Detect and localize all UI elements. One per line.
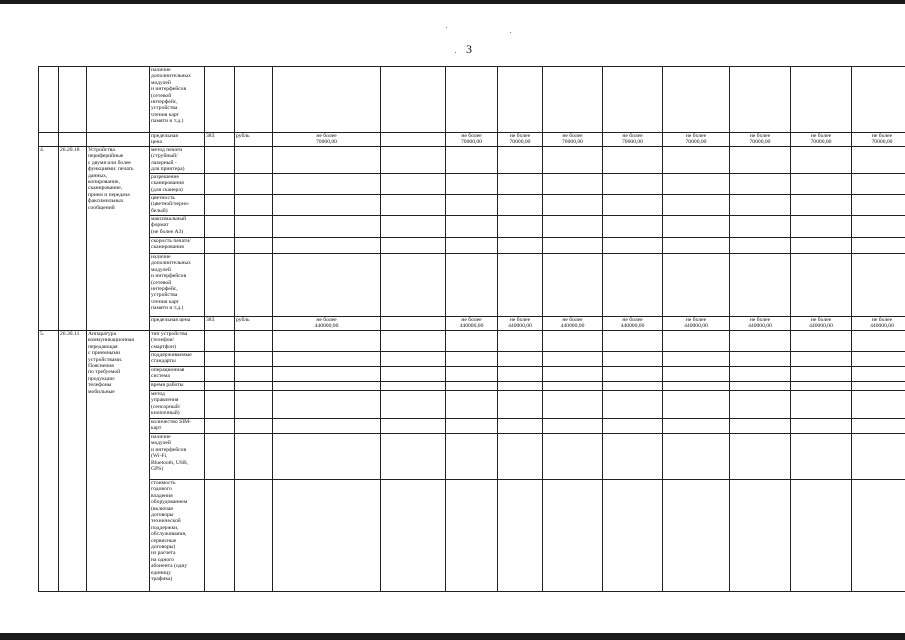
characteristic-cell: наличие модулей и интерфейсов (Wi-Fi, Bluetooth, USB, GPS) [150,434,205,480]
cell [498,352,543,367]
cell [205,331,235,352]
characteristic-cell: цветность (цветной/черно- белый) [150,195,205,216]
cell [852,331,905,352]
cell [205,352,235,367]
cell [273,434,381,480]
price-value: не более 70000,00 [603,133,663,147]
cell [603,195,663,216]
table-row [39,331,905,352]
cell [543,254,603,317]
item-number: 4. [39,147,59,331]
cell [730,352,791,367]
table-row [39,147,905,174]
cell [273,331,381,352]
cell [663,391,730,419]
price-value: не более 70000,00 [543,133,603,147]
cell [852,67,905,133]
cell [205,238,235,254]
cell [852,391,905,419]
cell [235,391,273,419]
cell [791,367,852,382]
cell [543,352,603,367]
cell [791,434,852,480]
cell [381,147,446,174]
cell [543,67,603,133]
cell [381,331,446,352]
cell [730,216,791,238]
cell [543,434,603,480]
cell [235,238,273,254]
cell [730,382,791,391]
unit-name: рубль [235,133,273,147]
cell [852,216,905,238]
cell [791,331,852,352]
cell [235,382,273,391]
cell [498,382,543,391]
cell [603,254,663,317]
cell [59,67,87,133]
cell [446,67,498,133]
table-row [39,254,905,317]
cell [381,195,446,216]
cell [543,238,603,254]
scan-speck [446,27,447,28]
requirements-table [38,66,905,592]
cell [791,147,852,174]
cell [603,216,663,238]
cell [663,174,730,195]
cell [603,391,663,419]
cell [603,367,663,382]
cell [273,147,381,174]
cell [446,352,498,367]
cell [381,480,446,592]
table-row [39,216,905,238]
cell [498,391,543,419]
cell [205,174,235,195]
price-value: не более 440000,00 [273,317,381,331]
characteristic-cell: скорость печати/ сканирования [150,238,205,254]
cell [603,352,663,367]
cell [87,67,150,133]
cell [663,480,730,592]
cell [381,382,446,391]
cell [543,331,603,352]
cell [730,67,791,133]
cell [381,419,446,434]
cell [205,434,235,480]
page-number: 3 [466,42,472,56]
cell [730,419,791,434]
price-value: не более 70000,00 [663,133,730,147]
characteristic-cell: поддерживаемые стандарты [150,352,205,367]
cell [235,195,273,216]
cell [603,480,663,592]
okpd-code: 26.30.11 [59,331,87,592]
cell [852,419,905,434]
cell [381,352,446,367]
cell [498,419,543,434]
cell [446,195,498,216]
cell [663,195,730,216]
cell [730,391,791,419]
cell [663,382,730,391]
cell [543,216,603,238]
cell [730,195,791,216]
cell [381,238,446,254]
cell [852,480,905,592]
price-value: не более 440000,00 [603,317,663,331]
price-value: не более 440000,00 [446,317,498,331]
price-value: не более 70000,00 [273,133,381,147]
cell [235,419,273,434]
characteristic-cell: стоимость годового владения оборудованием (включая договоры технической поддержки, обслуживания, сервисные договоры) из расчета на одного абонента (одну единицу трафика) [150,480,205,592]
cell [791,254,852,317]
characteristic-cell: тип устройства (телефон/ смартфон) [150,331,205,352]
cell [446,434,498,480]
cell [791,419,852,434]
cell [235,67,273,133]
cell [791,195,852,216]
unit-code: 383 [205,317,235,331]
scan-top-edge [0,0,905,4]
price-value: не более 440000,00 [852,317,905,331]
cell [791,480,852,592]
cell [205,480,235,592]
cell [273,216,381,238]
cell [663,367,730,382]
cell [543,195,603,216]
cell [498,174,543,195]
table-row [39,434,905,480]
scan-speck [455,52,456,53]
price-value: не более 70000,00 [730,133,791,147]
cell [852,195,905,216]
cell [205,147,235,174]
characteristic-cell: метод печати (струйный/ лазерный - для принтера) [150,147,205,174]
cell [381,174,446,195]
cell [852,382,905,391]
cell [791,352,852,367]
cell [381,254,446,317]
cell [603,382,663,391]
characteristic-cell: время работы [150,382,205,391]
cell [273,195,381,216]
cell [446,254,498,317]
cell [498,195,543,216]
cell [543,391,603,419]
cell [235,434,273,480]
characteristic-cell: наличие дополнительных модулей и интерфейсов (сетевой интерфейс, устройства чтения карт памяти и т.д.) [150,67,205,133]
characteristic-cell: разрешение сканирования (для сканера) [150,174,205,195]
cell [446,216,498,238]
cell [205,195,235,216]
cell [852,147,905,174]
cell [446,367,498,382]
cell [235,254,273,317]
cell [381,434,446,480]
table-row [39,67,905,133]
cell [235,480,273,592]
cell [446,382,498,391]
cell [205,67,235,133]
cell [852,434,905,480]
characteristic-cell: количество SIM- карт [150,419,205,434]
cell [39,133,59,147]
okpd-code: 26.20.18 [59,147,87,331]
price-value: не более 70000,00 [852,133,905,147]
characteristic-cell: метод управления (сенсорный/ кнопочный) [150,391,205,419]
price-label: предельная цена [150,133,205,147]
price-row [39,133,905,147]
table-row [39,391,905,419]
cell [663,331,730,352]
characteristic-cell: максимальный формат (не более А3) [150,216,205,238]
cell [446,391,498,419]
cell [205,254,235,317]
cell [543,174,603,195]
unit-name: рубль [235,317,273,331]
cell [446,174,498,195]
cell [446,147,498,174]
cell [273,67,381,133]
cell [663,67,730,133]
cell [273,254,381,317]
cell [498,238,543,254]
cell [205,216,235,238]
cell [791,216,852,238]
cell [381,391,446,419]
cell [273,367,381,382]
table-row [39,367,905,382]
cell [59,133,87,147]
cell [543,382,603,391]
price-value: не более 70000,00 [498,133,543,147]
cell [498,480,543,592]
cell [730,147,791,174]
cell [235,367,273,382]
table-row [39,419,905,434]
cell [730,480,791,592]
cell [446,238,498,254]
cell [498,67,543,133]
cell [273,382,381,391]
price-value: не более 440000,00 [791,317,852,331]
cell [273,391,381,419]
cell [663,254,730,317]
cell [235,174,273,195]
cell [791,382,852,391]
cell [235,352,273,367]
table-row [39,352,905,367]
cell [663,238,730,254]
unit-code: 383 [205,133,235,147]
table-row [39,174,905,195]
cell [730,331,791,352]
cell [791,67,852,133]
cell [381,367,446,382]
cell [235,147,273,174]
cell [498,331,543,352]
cell [381,317,446,331]
cell [273,238,381,254]
item-name: Аппаратура коммуникационная передающая с приемными устройствами. Пояснения по требуемой продукции: телефоны мобильные [87,331,150,592]
cell [603,419,663,434]
cell [543,480,603,592]
cell [381,133,446,147]
cell [603,434,663,480]
cell [730,254,791,317]
cell [543,367,603,382]
price-row [39,317,905,331]
price-value: не более 440000,00 [498,317,543,331]
price-value: не более 70000,00 [446,133,498,147]
cell [730,238,791,254]
price-value: не более 440000,00 [730,317,791,331]
price-value: не более 440000,00 [663,317,730,331]
price-value: не более 70000,00 [791,133,852,147]
cell [791,174,852,195]
cell [381,216,446,238]
cell [87,133,150,147]
cell [543,147,603,174]
item-name: Устройства периферийные с двумя или более функциями: печать данных, копирование, сканирование, прием и передача факсимильных сообщений [87,147,150,331]
cell [663,216,730,238]
cell [791,238,852,254]
cell [235,216,273,238]
cell [498,147,543,174]
item-number: 5. [39,331,59,592]
cell [663,147,730,174]
cell [730,434,791,480]
price-label: предельная цена [150,317,205,331]
table-row [39,195,905,216]
cell [852,352,905,367]
cell [205,382,235,391]
cell [603,331,663,352]
cell [603,238,663,254]
scan-speck [510,32,511,33]
cell [603,147,663,174]
cell [381,67,446,133]
cell [498,434,543,480]
cell [446,331,498,352]
cell [273,480,381,592]
cell [39,67,59,133]
cell [852,174,905,195]
cell [730,367,791,382]
cell [852,254,905,317]
cell [852,238,905,254]
cell [603,174,663,195]
cell [446,480,498,592]
cell [273,419,381,434]
cell [852,367,905,382]
cell [730,174,791,195]
cell [663,352,730,367]
table-row [39,480,905,592]
characteristic-cell: операционная система [150,367,205,382]
table-row [39,238,905,254]
cell [498,216,543,238]
table-row [39,382,905,391]
scan-bottom-edge [0,633,905,640]
characteristic-cell: наличие дополнительных модулей и интерфейсов (сетевой интерфейс, устройства чтения карт памяти и т.д.) [150,254,205,317]
cell [205,367,235,382]
cell [498,254,543,317]
cell [273,352,381,367]
cell [205,419,235,434]
price-value: не более 440000,00 [543,317,603,331]
cell [663,419,730,434]
cell [498,367,543,382]
cell [446,419,498,434]
cell [603,67,663,133]
cell [235,331,273,352]
cell [791,391,852,419]
cell [273,174,381,195]
cell [543,419,603,434]
cell [205,391,235,419]
cell [663,434,730,480]
